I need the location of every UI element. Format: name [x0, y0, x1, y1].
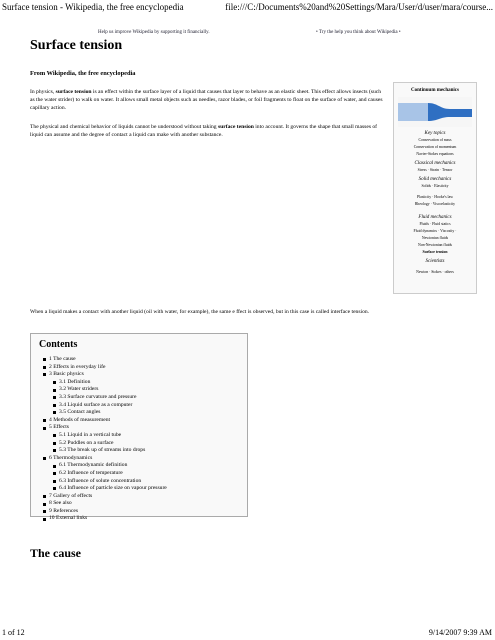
- toc-item[interactable]: 8 See also: [43, 500, 167, 508]
- bullet-icon: [53, 487, 56, 490]
- infobox-scientists: Scientists: [425, 259, 445, 264]
- bullet-icon: [53, 381, 56, 384]
- toc-item[interactable]: 5.2 Puddles on a surface: [53, 440, 167, 448]
- toc-item[interactable]: 6 Thermodynamics: [43, 455, 167, 463]
- bullet-icon: [53, 442, 56, 445]
- bullet-icon: [43, 457, 46, 460]
- intro-paragraph-1: In physics, surface tension is an effect within the surface layer of a liquid that causes that layer to behave as an elastic sheet. This effect allows insects (such as the water strider) to walk on water. It allows small metal objects such as needles, razor blades, or foil fragments to float on the surface of water, and causes capillary action.: [30, 89, 383, 111]
- toc-item[interactable]: 3.3 Surface curvature and pressure: [53, 394, 167, 402]
- bullet-icon: [53, 396, 56, 399]
- fluid-flow-image: [398, 97, 472, 127]
- surface-tension-term: surface tension: [217, 124, 254, 130]
- bullet-icon: [43, 419, 46, 422]
- infobox-link[interactable]: Solids · Elasticity: [421, 184, 449, 188]
- toc-title: Contents: [39, 339, 78, 350]
- flow-diagram-icon: [398, 97, 472, 127]
- infobox-fluid: Fluid mechanics: [418, 215, 452, 220]
- bullet-icon: [53, 411, 56, 414]
- infobox-solid: Solid mechanics: [418, 177, 452, 182]
- bullet-icon: [43, 358, 46, 361]
- toc-item[interactable]: 3.2 Water striders: [53, 386, 167, 394]
- toc-item[interactable]: 1 The cause: [43, 356, 167, 364]
- infobox-link[interactable]: Plasticity · Hooke's law: [416, 195, 453, 199]
- infobox-link[interactable]: Conservation of momentum: [413, 145, 457, 149]
- page-counter: 1 of 12: [2, 628, 25, 637]
- infobox-link[interactable]: Fluids · Fluid statics: [419, 222, 451, 226]
- infobox-link[interactable]: Navier-Stokes equations: [416, 152, 454, 156]
- help-banner[interactable]: • Try the help you think about Wikipedia •: [316, 30, 401, 35]
- infobox-title: Continuum mechanics: [411, 88, 459, 93]
- infobox-link[interactable]: Non-Newtonian fluids: [417, 243, 453, 247]
- bullet-icon: [53, 449, 56, 452]
- bullet-icon: [43, 366, 46, 369]
- bullet-icon: [43, 518, 46, 521]
- toc-item[interactable]: 9 References: [43, 508, 167, 516]
- interface-tension-paragraph: When a liquid makes a contact with another liquid (oil with water, for example), the same e ffect is observed, but in this case is called interface tension.: [30, 309, 370, 315]
- page-title-header: Surface tension - Wikipedia, the free encyclopedia: [2, 2, 184, 12]
- infobox-link[interactable]: Fluid dynamics · Viscosity ·: [413, 229, 457, 233]
- infobox-link[interactable]: Rheology · Viscoelasticity: [414, 202, 456, 206]
- toc-item[interactable]: 3.4 Liquid surface as a computer: [53, 402, 167, 410]
- toc-item[interactable]: 6.4 Influence of particle size on vapour pressure: [53, 485, 167, 493]
- toc-item[interactable]: 2 Effects in everyday life: [43, 364, 167, 372]
- toc-item[interactable]: 5 Effects: [43, 424, 167, 432]
- fundraising-banner[interactable]: Help us improve Wikipedia by supporting it financially.: [98, 30, 210, 35]
- bullet-icon: [53, 472, 56, 475]
- intro-paragraph-2: The physical and chemical behavior of liquids cannot be understood without taking surface tension into account. It governs the shape that small masses of liquid can assume and the degree of contact a liquid can make with another substance.: [30, 124, 378, 138]
- section-heading-the-cause: The cause: [30, 546, 81, 560]
- print-header: [0, 0, 495, 16]
- infobox-current: Surface tension: [422, 250, 448, 254]
- infobox-classical: Classical mechanics: [414, 161, 456, 166]
- bullet-icon: [43, 427, 46, 430]
- bullet-icon: [53, 434, 56, 437]
- toc-item[interactable]: 5.1 Liquid in a vertical tube: [53, 432, 167, 440]
- infobox-link[interactable]: Stress · Strain · Tensor: [417, 168, 453, 172]
- bullet-icon: [53, 389, 56, 392]
- bullet-icon: [43, 510, 46, 513]
- print-footer: [0, 626, 495, 640]
- toc-item[interactable]: 3.5 Contact angles: [53, 409, 167, 417]
- continuum-mechanics-infobox: [393, 82, 477, 294]
- toc-item[interactable]: 10 External links: [43, 515, 167, 523]
- toc-item[interactable]: 3.1 Definition: [53, 379, 167, 387]
- toc-item[interactable]: 6.2 Influence of temperature: [53, 470, 167, 478]
- article-title: Surface tension: [30, 38, 123, 53]
- bullet-icon: [53, 404, 56, 407]
- surface-tension-term: surface tension: [55, 89, 92, 95]
- infobox-link[interactable]: Conservation of mass: [418, 138, 452, 142]
- toc-item[interactable]: 7 Gallery of effects: [43, 493, 167, 501]
- article-tagline: From Wikipedia, the free encyclopedia: [30, 70, 136, 77]
- infobox-key-topics: Key topics: [424, 131, 446, 136]
- table-of-contents: [30, 333, 248, 522]
- toc-item[interactable]: 3 Basic physics: [43, 371, 167, 379]
- print-datetime: 9/14/2007 9:39 AM: [428, 628, 492, 637]
- bullet-icon: [43, 495, 46, 498]
- file-url: file:///C:/Documents%20and%20Settings/Mara/User/d/user/mara/course...: [225, 2, 493, 12]
- infobox-link[interactable]: Newton · Stokes · others: [416, 270, 454, 274]
- toc-item[interactable]: 4 Methods of measurement: [43, 417, 167, 425]
- toc-item[interactable]: 6.1 Thermodynamic definition: [53, 462, 167, 470]
- infobox-link[interactable]: Newtonian fluids: [421, 236, 449, 240]
- toc-item[interactable]: 6.3 Influence of solute concentration: [53, 478, 167, 486]
- bullet-icon: [43, 503, 46, 506]
- bullet-icon: [53, 480, 56, 483]
- toc-item[interactable]: 5.3 The break up of streams into drops: [53, 447, 167, 455]
- bullet-icon: [43, 373, 46, 376]
- toc-list: [43, 356, 167, 523]
- bullet-icon: [53, 465, 56, 468]
